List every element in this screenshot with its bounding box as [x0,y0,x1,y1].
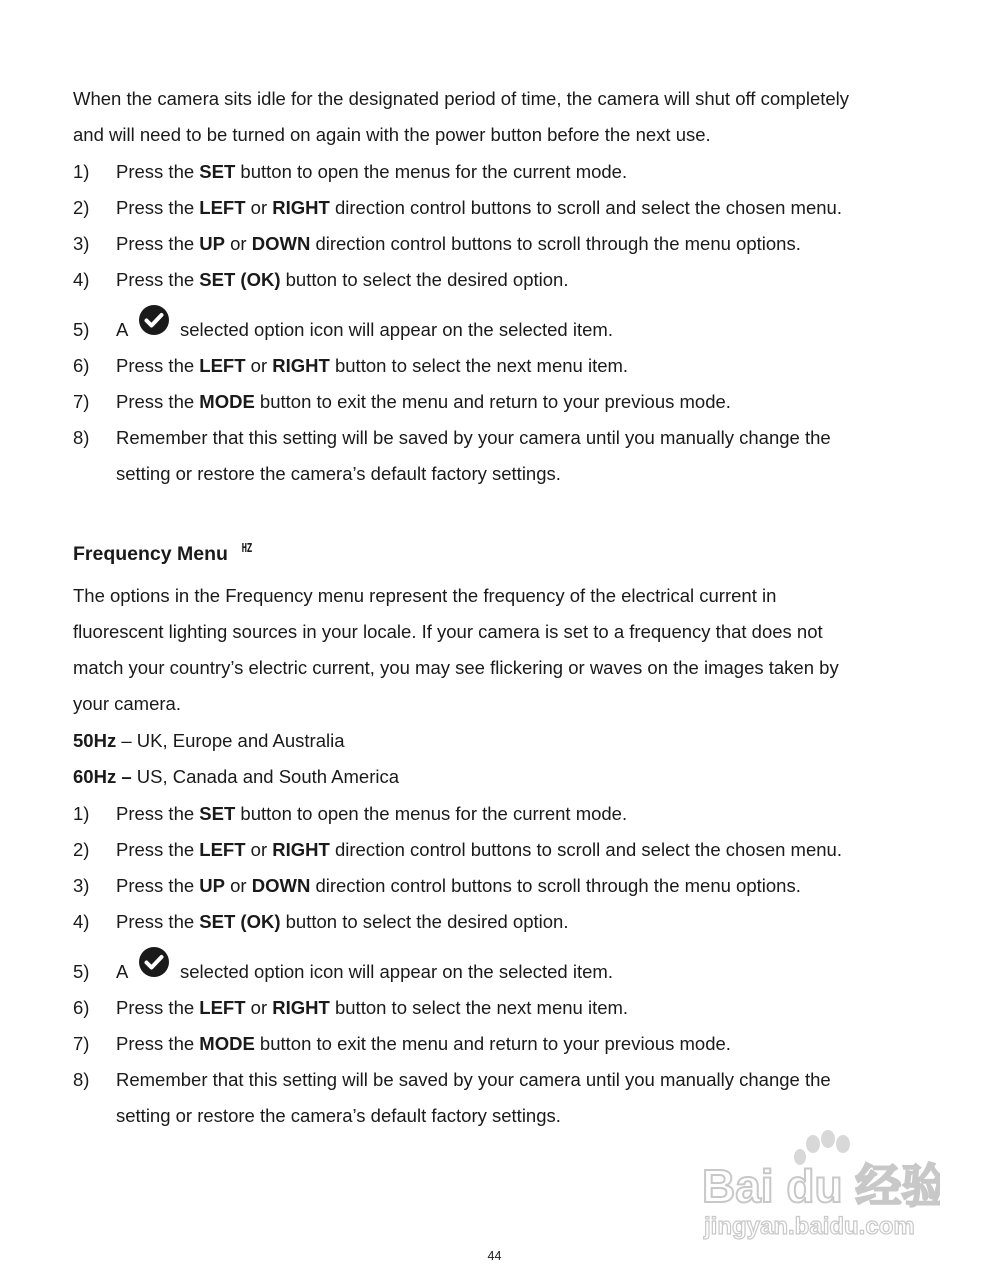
step-number: 8) [73,427,90,448]
step-number: 4) [73,269,90,290]
list-item-text: selected option icon will appear on the selected item. [180,319,613,340]
list-item-continued: setting or restore the camera’s default factory settings. [116,1105,561,1126]
list-item: Press the SET (OK) button to select the desired option. [116,911,569,932]
freq-desc-line-2: fluorescent lighting sources in your locale. If your camera is set to a frequency that does not [73,621,823,642]
step-number: 2) [73,197,90,218]
option-60hz: 60Hz – US, Canada and South America [73,766,400,787]
watermark-url: jingyan.baidu.com [704,1213,915,1240]
list-item: Remember that this setting will be saved by your camera until you manually change the [116,1069,831,1090]
list-item: Press the LEFT or RIGHT button to select the next menu item. [116,997,629,1018]
step-number: 7) [73,391,90,412]
step-number: 7) [73,1033,90,1054]
list-item: Press the MODE button to exit the menu and return to your previous mode. [116,391,731,412]
step-number: 3) [73,875,90,896]
freq-desc-line-4: your camera. [73,693,181,714]
list-item: Press the UP or DOWN direction control buttons to scroll through the menu options. [116,233,801,254]
list-item: Press the LEFT or RIGHT direction control buttons to scroll and select the chosen menu. [116,839,842,860]
list-item: Press the LEFT or RIGHT button to select the next menu item. [116,355,629,376]
section-heading: Frequency Menu HZ [73,543,253,567]
intro-line-2: and will need to be turned on again with the power button before the next use. [73,124,711,145]
list-item: A [116,319,129,340]
baidu-watermark [700,1130,940,1245]
step-number: 4) [73,911,90,932]
step-number: 3) [73,233,90,254]
step-number: 2) [73,839,90,860]
step-number: 5) [73,319,90,340]
paw-logo-icon [700,1130,940,1245]
freq-desc-line-3: match your country’s electric current, you may see flickering or waves on the images taken by [73,657,839,678]
freq-desc-line-1: The options in the Frequency menu represent the frequency of the electrical current in [73,585,777,606]
page-number: 44 [487,1249,502,1263]
list-item: Press the SET button to open the menus for the current mode. [116,161,628,182]
intro-line-1: When the camera sits idle for the designated period of time, the camera will shut off completely [73,88,850,109]
hz-icon: HZ [241,541,252,555]
step-number: 1) [73,803,90,824]
step-number: 6) [73,997,90,1018]
list-item: Press the UP or DOWN direction control buttons to scroll through the menu options. [116,875,801,896]
list-item: Press the SET (OK) button to select the desired option. [116,269,569,290]
watermark-brand: Bai du 经验 [702,1160,940,1212]
list-item-text: selected option icon will appear on the selected item. [180,961,613,982]
checkmark-icon [138,304,170,336]
step-number: 8) [73,1069,90,1090]
option-50hz: 50Hz – UK, Europe and Australia [73,730,345,751]
list-item-continued: setting or restore the camera’s default factory settings. [116,463,561,484]
list-item: Press the MODE button to exit the menu and return to your previous mode. [116,1033,731,1054]
list-item: Press the LEFT or RIGHT direction control buttons to scroll and select the chosen menu. [116,197,842,218]
step-number: 6) [73,355,90,376]
checkmark-icon [138,946,170,978]
step-number: 5) [73,961,90,982]
step-number: 1) [73,161,90,182]
list-item: Remember that this setting will be saved by your camera until you manually change the [116,427,831,448]
list-item: A [116,961,129,982]
list-item: Press the SET button to open the menus for the current mode. [116,803,628,824]
